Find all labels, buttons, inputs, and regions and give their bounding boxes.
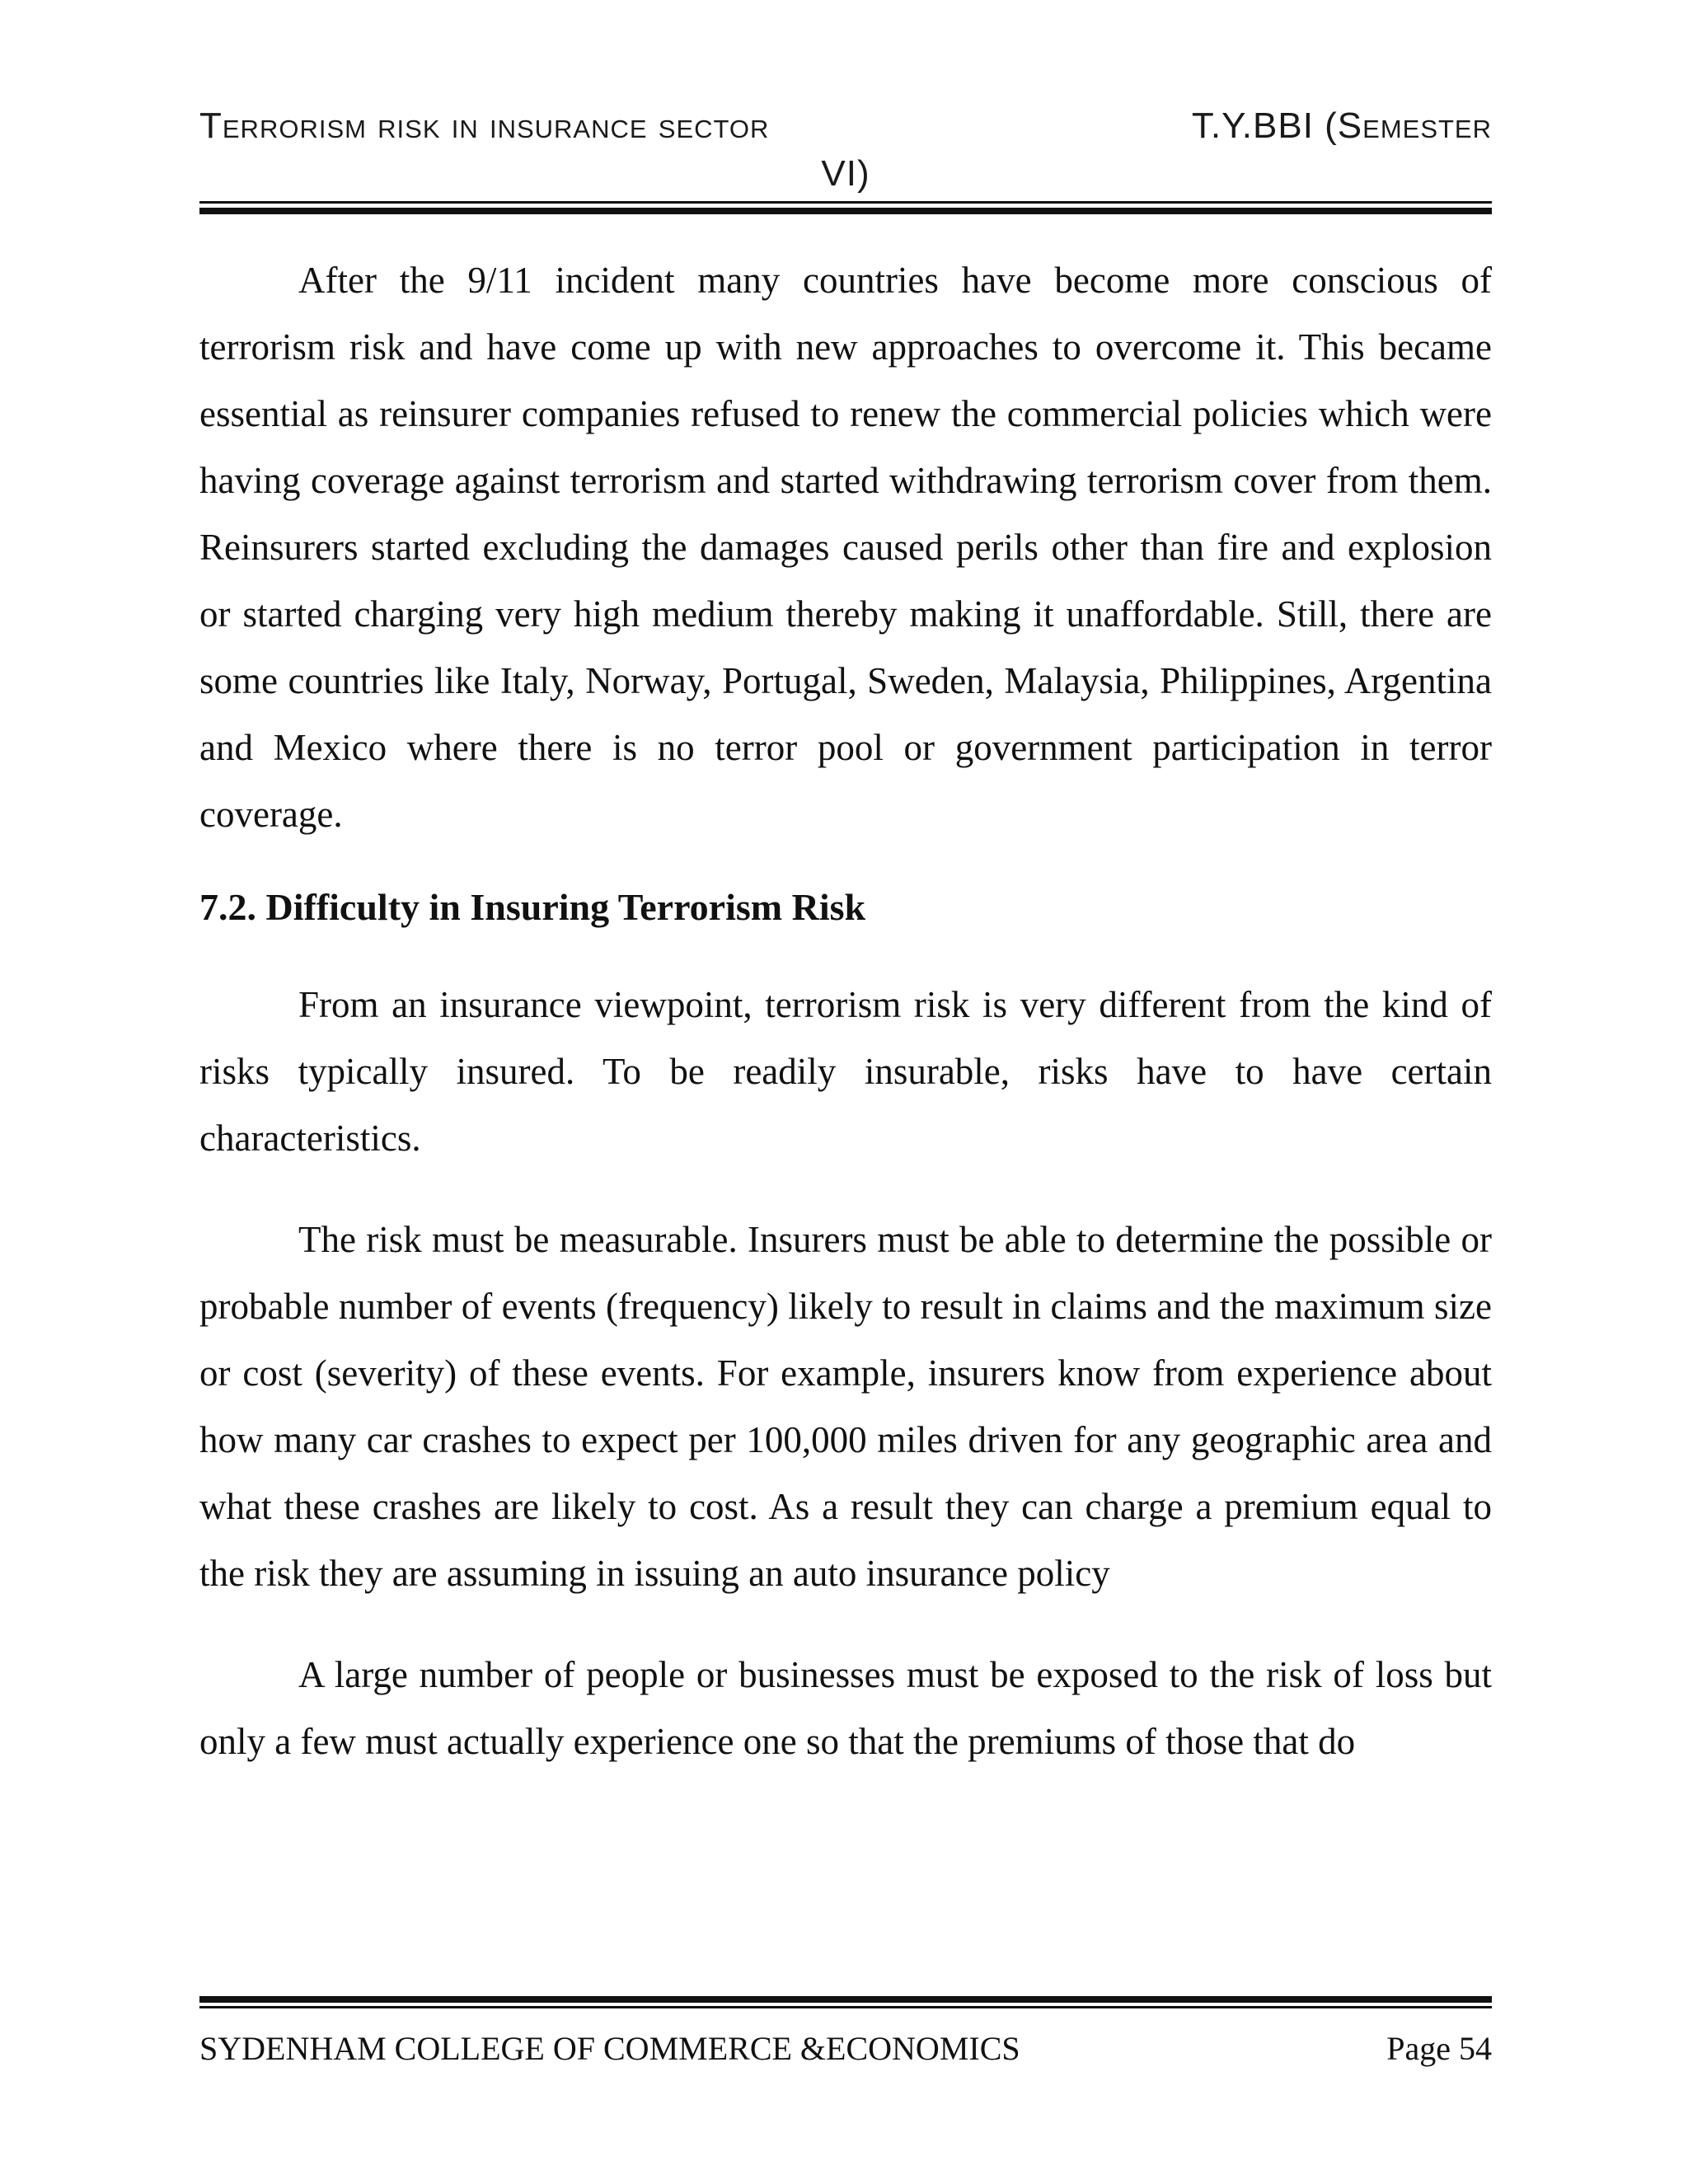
page-header — [199, 105, 1492, 213]
footer-college-name: SYDENHAM COLLEGE OF COMMERCE &ECONOMICS — [199, 2030, 1020, 2067]
paragraph-large-number-exposed: A large number of people or businesses must be exposed to the risk of loss but only a few must actually experience one so that the premiums of those that do — [199, 1654, 1492, 1762]
section-heading: 7.2. Difficulty in Insuring Terrorism Risk — [199, 886, 866, 928]
header-title: Terrorism risk in insurance sector — [199, 105, 770, 146]
header-course-continued: VI) — [821, 153, 870, 194]
header-course: T.Y.BBI (Semester — [1191, 105, 1492, 146]
paragraph-911-approaches: After the 9/11 incident many countries have become more conscious of terrorism risk and have come up with new approaches to overcome it. This became essential as reinsurer companies refused to renew the commercial policies which were having coverage against terrorism and started withdrawing terrorism cover from them. Reinsurers started excluding the damages caused perils other than fire and explosion or started charging very high medium thereby making it unaffordable. Still, there are some countries like Italy, Norway, Portugal, Sweden, Malaysia, Philippines, Argentina and Mexico where there is no terror pool or government participation in terror coverage. — [199, 260, 1492, 835]
page-number: Page 54 — [1386, 2030, 1492, 2067]
page-body — [199, 247, 1492, 1775]
header-rule-thin — [199, 201, 1492, 204]
paragraph-insurance-viewpoint: From an insurance viewpoint, terrorism risk is very different from the kind of risks typically insured. To be readily insurable, risks have to have certain characteristics. — [199, 984, 1492, 1159]
paragraph-risk-measurable: The risk must be measurable. Insurers must be able to determine the possible or probable number of events (frequency) likely to result in claims and the maximum size or cost (severity) of these events. For example, insurers know from experience about how many car crashes to expect per 100,000 miles driven for any geographic area and what these crashes are likely to cost. As a result they can charge a premium equal to the risk they are assuming in issuing an auto insurance policy — [199, 1219, 1492, 1594]
footer-rule-thin — [199, 2006, 1492, 2008]
header-rule-thick — [199, 208, 1492, 214]
footer-rule-thick — [199, 1996, 1492, 2003]
